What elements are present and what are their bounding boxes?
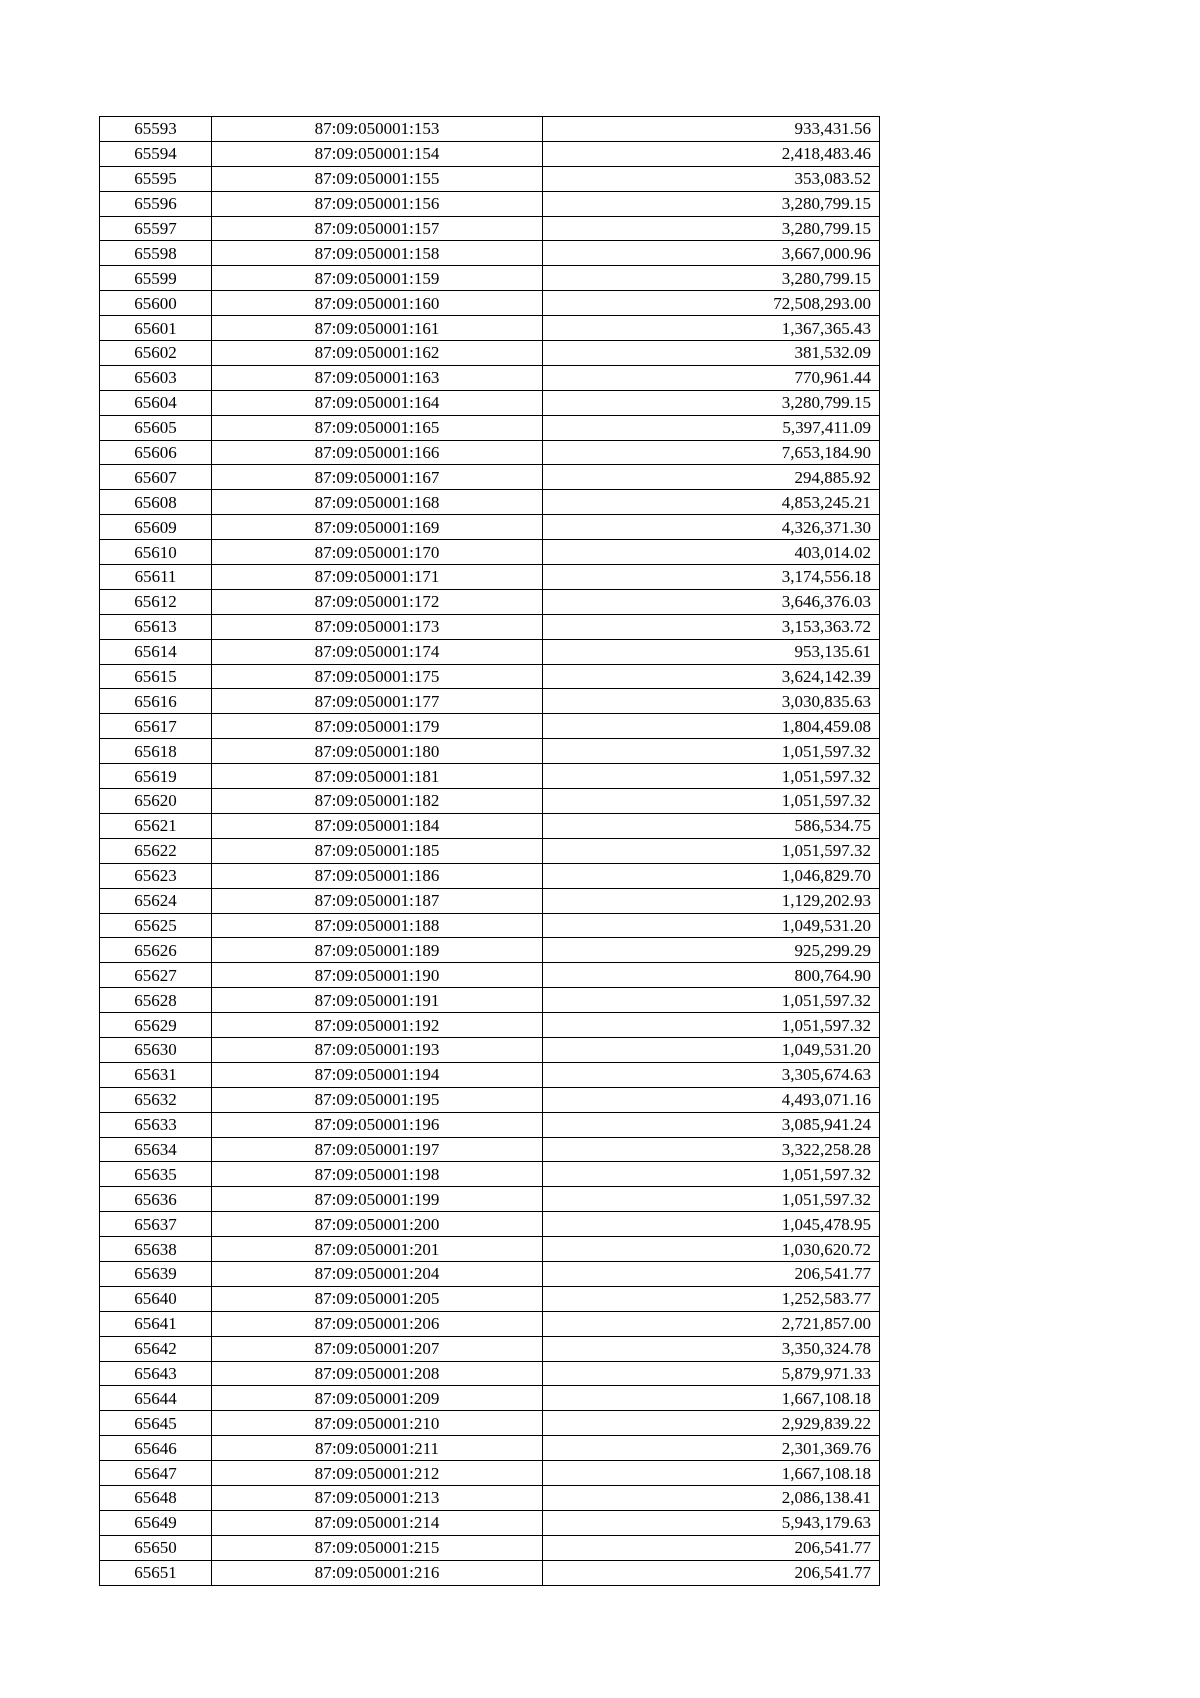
cadastral-number-cell: 87:09:050001:155: [212, 166, 543, 191]
table-row: [100, 1560, 880, 1585]
cadastral-value-cell: 1,030,620.72: [543, 1237, 880, 1262]
cadastral-number-cell: 87:09:050001:179: [212, 714, 543, 739]
row-number-cell: 65619: [100, 764, 212, 789]
cadastral-number-cell: 87:09:050001:187: [212, 888, 543, 913]
cadastral-number-cell: 87:09:050001:209: [212, 1386, 543, 1411]
cadastral-value-cell: 1,051,597.32: [543, 1162, 880, 1187]
row-number-cell: 65608: [100, 490, 212, 515]
cadastral-value-cell: 5,943,179.63: [543, 1510, 880, 1535]
cadastral-value-cell: 4,493,071.16: [543, 1087, 880, 1112]
cadastral-number-cell: 87:09:050001:154: [212, 141, 543, 166]
cadastral-value-cell: 403,014.02: [543, 540, 880, 565]
cadastral-number-cell: 87:09:050001:172: [212, 589, 543, 614]
cadastral-value-cell: 1,252,583.77: [543, 1286, 880, 1311]
cadastral-value-cell: 3,350,324.78: [543, 1336, 880, 1361]
row-number-cell: 65629: [100, 1013, 212, 1038]
table-row: [100, 1261, 880, 1286]
cadastral-number-cell: 87:09:050001:165: [212, 415, 543, 440]
cadastral-value-cell: 3,085,941.24: [543, 1112, 880, 1137]
row-number-cell: 65598: [100, 241, 212, 266]
cadastral-value-cell: 1,051,597.32: [543, 988, 880, 1013]
cadastral-number-cell: 87:09:050001:174: [212, 639, 543, 664]
cadastral-value-cell: 1,367,365.43: [543, 316, 880, 341]
row-number-cell: 65640: [100, 1286, 212, 1311]
cadastral-value-cell: 206,541.77: [543, 1261, 880, 1286]
cadastral-number-cell: 87:09:050001:171: [212, 565, 543, 590]
row-number-cell: 65631: [100, 1062, 212, 1087]
cadastral-number-cell: 87:09:050001:168: [212, 490, 543, 515]
cadastral-value-cell: 933,431.56: [543, 117, 880, 142]
row-number-cell: 65594: [100, 141, 212, 166]
table-row: [100, 664, 880, 689]
cadastral-number-cell: 87:09:050001:160: [212, 291, 543, 316]
table-row: [100, 639, 880, 664]
cadastral-value-cell: 1,051,597.32: [543, 838, 880, 863]
row-number-cell: 65642: [100, 1336, 212, 1361]
cadastral-value-cell: 1,667,108.18: [543, 1461, 880, 1486]
row-number-cell: 65609: [100, 515, 212, 540]
table-row: [100, 1386, 880, 1411]
table-row: [100, 390, 880, 415]
cadastral-value-cell: 353,083.52: [543, 166, 880, 191]
cadastral-number-cell: 87:09:050001:213: [212, 1485, 543, 1510]
table-row: [100, 1485, 880, 1510]
row-number-cell: 65648: [100, 1485, 212, 1510]
row-number-cell: 65644: [100, 1386, 212, 1411]
row-number-cell: 65645: [100, 1411, 212, 1436]
row-number-cell: 65597: [100, 216, 212, 241]
cadastral-value-cell: 72,508,293.00: [543, 291, 880, 316]
table-row: [100, 614, 880, 639]
row-number-cell: 65627: [100, 963, 212, 988]
table-row: [100, 216, 880, 241]
cadastral-number-cell: 87:09:050001:193: [212, 1037, 543, 1062]
row-number-cell: 65611: [100, 565, 212, 590]
cadastral-value-cell: 3,280,799.15: [543, 390, 880, 415]
row-number-cell: 65593: [100, 117, 212, 142]
cadastral-number-cell: 87:09:050001:191: [212, 988, 543, 1013]
cadastral-value-cell: 925,299.29: [543, 938, 880, 963]
row-number-cell: 65628: [100, 988, 212, 1013]
cadastral-number-cell: 87:09:050001:207: [212, 1336, 543, 1361]
table-row: [100, 1187, 880, 1212]
table-row: [100, 1311, 880, 1336]
cadastral-value-cell: 3,646,376.03: [543, 589, 880, 614]
cadastral-number-cell: 87:09:050001:195: [212, 1087, 543, 1112]
table-row: [100, 714, 880, 739]
table-row: [100, 266, 880, 291]
row-number-cell: 65626: [100, 938, 212, 963]
cadastral-number-cell: 87:09:050001:206: [212, 1311, 543, 1336]
row-number-cell: 65649: [100, 1510, 212, 1535]
cadastral-value-cell: 1,049,531.20: [543, 913, 880, 938]
table-row: [100, 440, 880, 465]
cadastral-value-cell: 3,667,000.96: [543, 241, 880, 266]
cadastral-value-cell: 3,153,363.72: [543, 614, 880, 639]
row-number-cell: 65604: [100, 390, 212, 415]
table-row: [100, 1461, 880, 1486]
cadastral-number-cell: 87:09:050001:196: [212, 1112, 543, 1137]
cadastral-number-cell: 87:09:050001:204: [212, 1261, 543, 1286]
cadastral-value-cell: 5,879,971.33: [543, 1361, 880, 1386]
cadastral-number-cell: 87:09:050001:180: [212, 739, 543, 764]
table-row: [100, 938, 880, 963]
table-row: [100, 241, 880, 266]
cadastral-number-cell: 87:09:050001:159: [212, 266, 543, 291]
cadastral-number-cell: 87:09:050001:162: [212, 341, 543, 366]
row-number-cell: 65601: [100, 316, 212, 341]
table-row: [100, 166, 880, 191]
cadastral-number-cell: 87:09:050001:212: [212, 1461, 543, 1486]
cadastral-value-cell: 3,624,142.39: [543, 664, 880, 689]
table-row: [100, 1361, 880, 1386]
table-row: [100, 1535, 880, 1560]
cadastral-value-cell: 800,764.90: [543, 963, 880, 988]
cadastral-number-cell: 87:09:050001:189: [212, 938, 543, 963]
cadastral-number-cell: 87:09:050001:173: [212, 614, 543, 639]
table-row: [100, 1212, 880, 1237]
table-row: [100, 565, 880, 590]
cadastral-number-cell: 87:09:050001:192: [212, 1013, 543, 1038]
cadastral-value-cell: 206,541.77: [543, 1535, 880, 1560]
cadastral-value-cell: 2,721,857.00: [543, 1311, 880, 1336]
cadastral-number-cell: 87:09:050001:186: [212, 863, 543, 888]
table-row: [100, 1336, 880, 1361]
table-row: [100, 988, 880, 1013]
cadastral-value-cell: 3,322,258.28: [543, 1137, 880, 1162]
table-row: [100, 141, 880, 166]
cadastral-number-cell: 87:09:050001:210: [212, 1411, 543, 1436]
cadastral-value-table: [99, 116, 880, 1586]
cadastral-value-cell: 4,326,371.30: [543, 515, 880, 540]
cadastral-value-cell: 1,667,108.18: [543, 1386, 880, 1411]
row-number-cell: 65623: [100, 863, 212, 888]
cadastral-number-cell: 87:09:050001:153: [212, 117, 543, 142]
table-row: [100, 1286, 880, 1311]
table-row: [100, 813, 880, 838]
cadastral-number-cell: 87:09:050001:182: [212, 789, 543, 814]
table-row: [100, 191, 880, 216]
cadastral-number-cell: 87:09:050001:169: [212, 515, 543, 540]
cadastral-value-cell: 1,051,597.32: [543, 764, 880, 789]
cadastral-number-cell: 87:09:050001:188: [212, 913, 543, 938]
table-row: [100, 913, 880, 938]
cadastral-value-cell: 3,174,556.18: [543, 565, 880, 590]
cadastral-number-cell: 87:09:050001:201: [212, 1237, 543, 1262]
table-row: [100, 1137, 880, 1162]
row-number-cell: 65600: [100, 291, 212, 316]
row-number-cell: 65606: [100, 440, 212, 465]
row-number-cell: 65614: [100, 639, 212, 664]
row-number-cell: 65612: [100, 589, 212, 614]
cadastral-value-cell: 1,804,459.08: [543, 714, 880, 739]
table-row: [100, 1087, 880, 1112]
cadastral-number-cell: 87:09:050001:197: [212, 1137, 543, 1162]
cadastral-number-cell: 87:09:050001:156: [212, 191, 543, 216]
table-row: [100, 739, 880, 764]
cadastral-number-cell: 87:09:050001:205: [212, 1286, 543, 1311]
table-row: [100, 838, 880, 863]
table-row: [100, 1037, 880, 1062]
cadastral-value-cell: 1,049,531.20: [543, 1037, 880, 1062]
cadastral-number-cell: 87:09:050001:211: [212, 1436, 543, 1461]
table-row: [100, 341, 880, 366]
table-row: [100, 1013, 880, 1038]
row-number-cell: 65624: [100, 888, 212, 913]
row-number-cell: 65615: [100, 664, 212, 689]
cadastral-value-cell: 2,086,138.41: [543, 1485, 880, 1510]
cadastral-value-cell: 3,280,799.15: [543, 191, 880, 216]
table-row: [100, 515, 880, 540]
table-row: [100, 540, 880, 565]
row-number-cell: 65620: [100, 789, 212, 814]
cadastral-number-cell: 87:09:050001:161: [212, 316, 543, 341]
table-row: [100, 490, 880, 515]
cadastral-number-cell: 87:09:050001:199: [212, 1187, 543, 1212]
row-number-cell: 65639: [100, 1261, 212, 1286]
row-number-cell: 65602: [100, 341, 212, 366]
cadastral-value-cell: 1,051,597.32: [543, 789, 880, 814]
table-row: [100, 465, 880, 490]
row-number-cell: 65651: [100, 1560, 212, 1585]
table-row: [100, 764, 880, 789]
cadastral-value-cell: 1,129,202.93: [543, 888, 880, 913]
table-row: [100, 589, 880, 614]
cadastral-value-cell: 381,532.09: [543, 341, 880, 366]
row-number-cell: 65617: [100, 714, 212, 739]
table-row: [100, 365, 880, 390]
cadastral-value-cell: 1,051,597.32: [543, 739, 880, 764]
table-row: [100, 291, 880, 316]
cadastral-number-cell: 87:09:050001:157: [212, 216, 543, 241]
cadastral-value-cell: 294,885.92: [543, 465, 880, 490]
table-row: [100, 1510, 880, 1535]
table-row: [100, 316, 880, 341]
row-number-cell: 65613: [100, 614, 212, 639]
cadastral-value-cell: 953,135.61: [543, 639, 880, 664]
cadastral-value-cell: 2,301,369.76: [543, 1436, 880, 1461]
table-row: [100, 1062, 880, 1087]
row-number-cell: 65610: [100, 540, 212, 565]
table-row: [100, 1112, 880, 1137]
row-number-cell: 65599: [100, 266, 212, 291]
cadastral-value-cell: 1,051,597.32: [543, 1187, 880, 1212]
row-number-cell: 65595: [100, 166, 212, 191]
table-row: [100, 963, 880, 988]
cadastral-value-cell: 586,534.75: [543, 813, 880, 838]
row-number-cell: 65603: [100, 365, 212, 390]
cadastral-number-cell: 87:09:050001:190: [212, 963, 543, 988]
cadastral-number-cell: 87:09:050001:185: [212, 838, 543, 863]
table-row: [100, 1237, 880, 1262]
row-number-cell: 65632: [100, 1087, 212, 1112]
cadastral-value-cell: 3,030,835.63: [543, 689, 880, 714]
cadastral-value-cell: 3,305,674.63: [543, 1062, 880, 1087]
cadastral-value-cell: 7,653,184.90: [543, 440, 880, 465]
table-row: [100, 1162, 880, 1187]
row-number-cell: 65622: [100, 838, 212, 863]
row-number-cell: 65607: [100, 465, 212, 490]
cadastral-number-cell: 87:09:050001:214: [212, 1510, 543, 1535]
row-number-cell: 65641: [100, 1311, 212, 1336]
cadastral-number-cell: 87:09:050001:163: [212, 365, 543, 390]
cadastral-value-cell: 1,046,829.70: [543, 863, 880, 888]
cadastral-number-cell: 87:09:050001:200: [212, 1212, 543, 1237]
table-row: [100, 117, 880, 142]
table-row: [100, 888, 880, 913]
cadastral-number-cell: 87:09:050001:215: [212, 1535, 543, 1560]
cadastral-value-cell: 3,280,799.15: [543, 216, 880, 241]
cadastral-number-cell: 87:09:050001:208: [212, 1361, 543, 1386]
row-number-cell: 65596: [100, 191, 212, 216]
cadastral-number-cell: 87:09:050001:170: [212, 540, 543, 565]
row-number-cell: 65635: [100, 1162, 212, 1187]
cadastral-number-cell: 87:09:050001:175: [212, 664, 543, 689]
table-row: [100, 415, 880, 440]
row-number-cell: 65636: [100, 1187, 212, 1212]
row-number-cell: 65618: [100, 739, 212, 764]
cadastral-value-cell: 1,045,478.95: [543, 1212, 880, 1237]
row-number-cell: 65634: [100, 1137, 212, 1162]
cadastral-value-cell: 206,541.77: [543, 1560, 880, 1585]
row-number-cell: 65605: [100, 415, 212, 440]
table-body: [100, 117, 880, 1586]
cadastral-number-cell: 87:09:050001:167: [212, 465, 543, 490]
table-row: [100, 863, 880, 888]
cadastral-number-cell: 87:09:050001:216: [212, 1560, 543, 1585]
row-number-cell: 65616: [100, 689, 212, 714]
cadastral-number-cell: 87:09:050001:184: [212, 813, 543, 838]
table-row: [100, 789, 880, 814]
cadastral-number-cell: 87:09:050001:158: [212, 241, 543, 266]
cadastral-number-cell: 87:09:050001:194: [212, 1062, 543, 1087]
row-number-cell: 65637: [100, 1212, 212, 1237]
cadastral-value-cell: 1,051,597.32: [543, 1013, 880, 1038]
row-number-cell: 65646: [100, 1436, 212, 1461]
cadastral-value-cell: 770,961.44: [543, 365, 880, 390]
cadastral-number-cell: 87:09:050001:181: [212, 764, 543, 789]
row-number-cell: 65638: [100, 1237, 212, 1262]
table-row: [100, 1411, 880, 1436]
row-number-cell: 65643: [100, 1361, 212, 1386]
row-number-cell: 65633: [100, 1112, 212, 1137]
cadastral-number-cell: 87:09:050001:164: [212, 390, 543, 415]
table-row: [100, 1436, 880, 1461]
cadastral-value-cell: 2,929,839.22: [543, 1411, 880, 1436]
cadastral-value-cell: 5,397,411.09: [543, 415, 880, 440]
cadastral-value-cell: 2,418,483.46: [543, 141, 880, 166]
cadastral-number-cell: 87:09:050001:166: [212, 440, 543, 465]
table-row: [100, 689, 880, 714]
cadastral-value-cell: 3,280,799.15: [543, 266, 880, 291]
row-number-cell: 65630: [100, 1037, 212, 1062]
row-number-cell: 65621: [100, 813, 212, 838]
row-number-cell: 65647: [100, 1461, 212, 1486]
row-number-cell: 65650: [100, 1535, 212, 1560]
cadastral-value-cell: 4,853,245.21: [543, 490, 880, 515]
row-number-cell: 65625: [100, 913, 212, 938]
cadastral-number-cell: 87:09:050001:198: [212, 1162, 543, 1187]
cadastral-number-cell: 87:09:050001:177: [212, 689, 543, 714]
